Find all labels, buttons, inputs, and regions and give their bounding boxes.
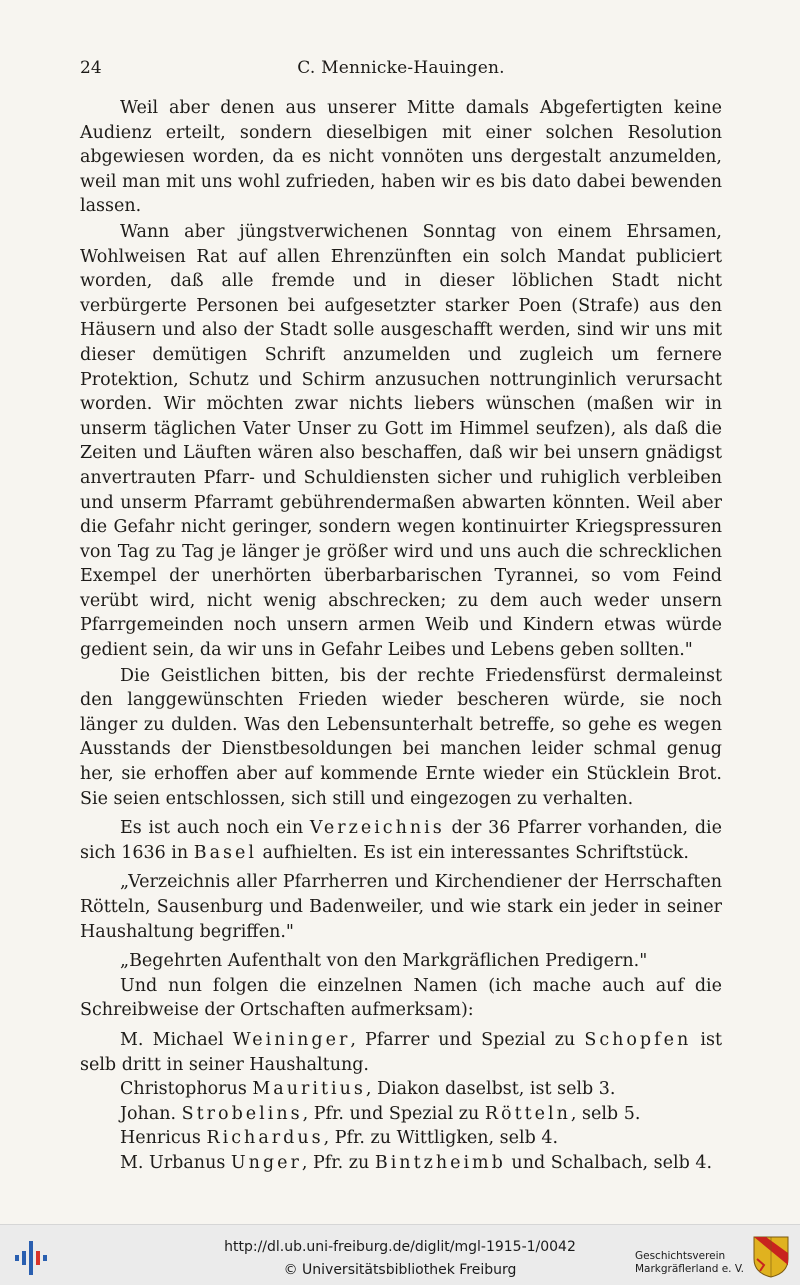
paragraph-7: Und nun folgen die einzelnen Namen (ich mache auch auf die Schreibweise der Ortschaften aufmerksam): <box>80 975 722 1021</box>
page-number: 24 <box>80 58 102 78</box>
paragraph-3: Die Geistlichen bitten, bis der rechte Friedensfürst dermaleinst den langgewünschten Frieden wieder bescheren würde, sie noch länger zu dulden. Was den Lebensunterhalt betreffe, so gehe es wegen Ausstands der Dienstbesoldungen bei manchen leider schmal genug her, sie erhoffen aber auf kommende Ernte wieder ein Stücklein Brot. Sie seien entschlossen, sich still und eingezogen zu verhalten. <box>80 665 722 809</box>
spaced-term: Verzeichnis <box>309 818 445 839</box>
paragraph-2: Wann aber jüngstverwichenen Sonntag von einem Ehrsamen, Wohlweisen Rat auf allen Ehrenzünften ein solch Mandat publiciert worden, daß alle fremde und in dieser löblichen Stadt nicht verbürgerte Personen bei aufgesetzter starker Poen (Strafe) aus den Häusern und also der Stadt solle ausgeschafft werden, sind wir uns mit dieser demütigen Schrift anzumelden und zugleich um fernere Protektion, Schutz und Schirm anzusuchen nottrunginlich verursacht worden. Wir möchten zwar nichts liebers wünschen (maßen wir in unserm täglichen Vater Unser zu Gott im Himmel seufzen), als daß die Zeiten und Läuften wären also beschaffen, daß wir bei unsern gnädigst anvertrauten Pfarr- und Schuldiensten sicher und ruhiglich verbleiben und unserm Pfarramt gebührendermaßen abwarten könnten. Weil aber die Gefahr nicht geringer, sondern wegen kontinuirter Kriegspressuren von Tag zu Tag je länger je größer wird und uns auch die schrecklichen Exempel der unerhörten überbarbarischen Tyrannei, so vom Feind verübt wird, nicht wenig abschrecken; zu dem auch weder unsern Pfarrgemeinden noch unsern armen Weib und Kindern etwas würde gedient sein, da wir uns in Gefahr Leibes und Lebens geben sollten." <box>80 221 722 661</box>
permalink-url[interactable]: http://dl.ub.uni-freiburg.de/diglit/mgl-1915-1/0042 <box>224 1239 576 1255</box>
paragraph-4: Es ist auch noch ein Verzeichnis der 36 Pfarrer vorhanden, die sich 1636 in Basel aufhielten. Es ist ein interessantes Schriftstück. <box>80 818 722 863</box>
spaced-term: Basel <box>193 842 257 863</box>
paragraph-1: Weil aber denen aus unserer Mitte damals Abgefertigten keine Audienz erteilt, sondern dieselbigen mit einer solchen Resolution abgewiesen worden, da es nicht vonnöten uns dergestalt anzumelden, weil man mit uns wohl zufrieden, haben wir es bis dato dabei bewenden lassen. <box>80 98 722 217</box>
coat-of-arms-icon <box>752 1235 790 1279</box>
name-entry: Christophorus Mauritius, Diakon daselbst, ist selb 3. <box>120 1079 616 1100</box>
name-entry: M. Urbanus Unger, Pfr. zu Bintzheimb und Schalbach, selb 4. <box>120 1152 713 1173</box>
name-entry: M. Michael Weininger, Pfarrer und Spezial zu Schopfen ist selb dritt in seiner Haushaltung. <box>80 1029 722 1075</box>
society-name: Geschichtsverein Markgräflerland e. V. <box>634 1250 744 1275</box>
running-title: C. Mennicke-Hauingen. <box>297 58 505 78</box>
page-body <box>80 96 722 1176</box>
viewer-footer <box>0 1224 800 1285</box>
paragraph-5: „Verzeichnis aller Pfarrherren und Kirchendiener der Herrschaften Rötteln, Sausenburg und Badenweiler, und wie stark ein jeder in seiner Haushaltung begriffen." <box>80 872 722 942</box>
name-entry: Johan. Strobelins, Pfr. und Spezial zu Rötteln, selb 5. <box>120 1103 641 1124</box>
copyright-notice: © Universitätsbibliothek Freiburg <box>283 1262 517 1278</box>
page-header <box>80 58 722 82</box>
paragraph-6: „Begehrten Aufenthalt von den Markgräflichen Predigern." <box>120 951 648 972</box>
name-entry: Henricus Richardus, Pfr. zu Wittligken, selb 4. <box>120 1128 559 1149</box>
